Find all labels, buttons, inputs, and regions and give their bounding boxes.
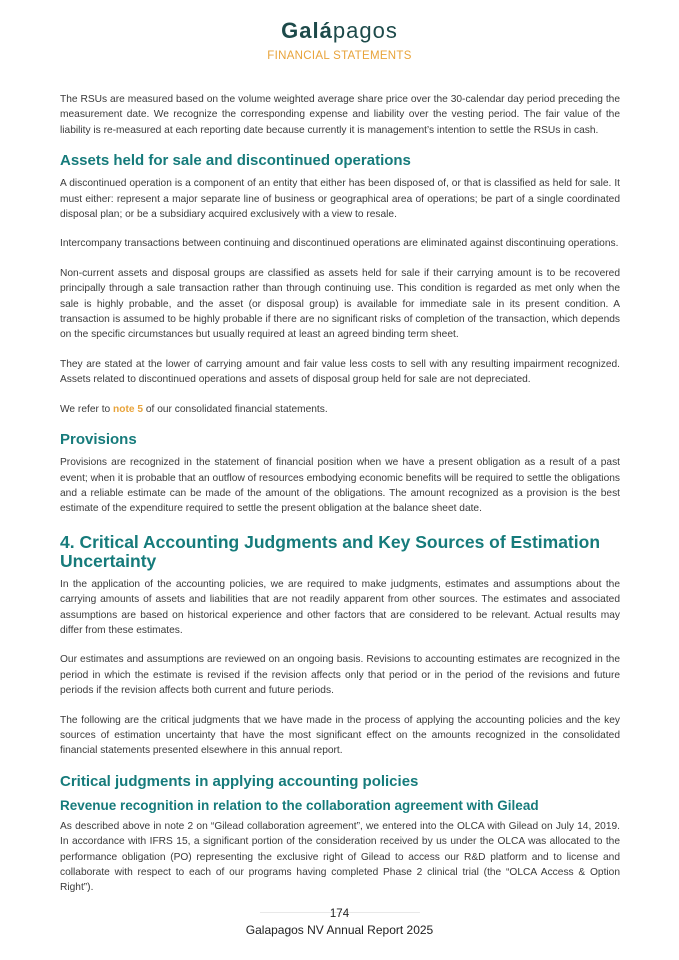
heading-critical-accounting: 4. Critical Accounting Judgments and Key Sources of Estimation Uncertainty [60,531,601,571]
main-content [60,92,620,910]
paragraph-refer: We refer to note 5 of our consolidated financial statements. [60,403,328,415]
note-5-link[interactable]: note 5 [113,403,144,415]
paragraph-critical-2: Our estimates and assumptions are reviewed on an ongoing basis. Revisions to accounting estimates are recognized in the period in which the estimate is revised if the revision affects only that period or in the period of the revisions and future periods if the revision affects both current and future periods. [60,654,620,697]
section-label: FINANCIAL STATEMENTS [267,50,412,62]
paragraph-discontinued-2: Intercompany transactions between continuing and discontinued operations are eliminated against discontinuing operations. [60,238,619,250]
heading-critical-judgments: Critical judgments in applying accounting policies [60,772,419,790]
paragraph-critical-1: In the application of the accounting policies, we are required to make judgments, estimates and assumptions about the carrying amounts of assets and liabilities that are not readily apparent from other sources. The estimates and associated assumptions are based on historical experience and other factors that are considered to be relevant. Actual results may differ from these estimates. [60,578,620,636]
paragraph-provisions: Provisions are recognized in the statement of financial position when we have a present obligation as a result of a past event; when it is probable that an outflow of resources embodying economic benefits will be required to settle the obligations and a reliable estimate can be made of the amount of the obligations. The amount recognized as a provision is the best estimate of the expenditure required to settle the present obligation at the balance sheet date. [60,457,620,515]
page-footer [0,908,679,937]
paragraph-discontinued-1: A discontinued operation is a component of an entity that either has been disposed of, or that is classified as held for sale. It must either: represent a major separate line of business or geographical area of operations; be part of a single coordinated disposal plan; or be a subsidiary acquired exclusively with a view to resale. [60,178,620,221]
page-header [0,18,679,62]
paragraph-rsu: The RSUs are measured based on the volume weighted average share price over the 30-calendar day period preceding the measurement date. We recognize the corresponding expense and liability over the vesting period. The fair value of the liability is re-measured at each reporting date because currently it is management’s intention to settle the RSUs in cash. [60,94,620,136]
galapagos-logo: Galápagos [281,18,398,43]
report-title: Galapagos NV Annual Report 2025 [245,923,434,937]
heading-revenue-recognition: Revenue recognition in relation to the collaboration agreement with Gilead [60,797,539,813]
paragraph-discontinued-4: They are stated at the lower of carrying amount and fair value less costs to sell with any resulting impairment recognized. Assets related to discontinued operations and assets of disposal group held for sale are not depreciated. [60,358,620,386]
heading-provisions: Provisions [60,431,137,449]
page-number: 174 [329,908,350,920]
paragraph-revenue: As described above in note 2 on “Gilead collaboration agreement”, we entered into the OLCA with Gilead on July 14, 2019. In accordance with IFRS 15, a significant portion of the consideration received by us under the OLCA was allocated to the performance obligation (PO) representing the exclusive right of Gilead to access our R&D platform and to license and collaborate with respect to each of our programs having completed Phase 2 clinical trial (the “OLCA Access & Option Right”). [60,820,620,894]
paragraph-discontinued-3: Non-current assets and disposal groups are classified as assets held for sale if their carrying amount is to be recovered principally through a sale transaction rather than through continuing use. This condition is regarded as met only when the sale is highly probable, and the asset (or disposal group) is available for immediate sale in its present condition. A transaction is assumed to be highly probable if there are no significant risks of completion of the transaction, which depends on the specific circumstances but usually required at least an agreed binding term sheet. [60,267,620,341]
heading-assets-held-for-sale: Assets held for sale and discontinued operations [60,152,411,170]
paragraph-critical-3: The following are the critical judgments that we have made in the process of applying the accounting policies and the key sources of estimation uncertainty that have the most significant effect on the amounts recognized in the consolidated financial statements presented elsewhere in this annual report. [60,714,620,757]
